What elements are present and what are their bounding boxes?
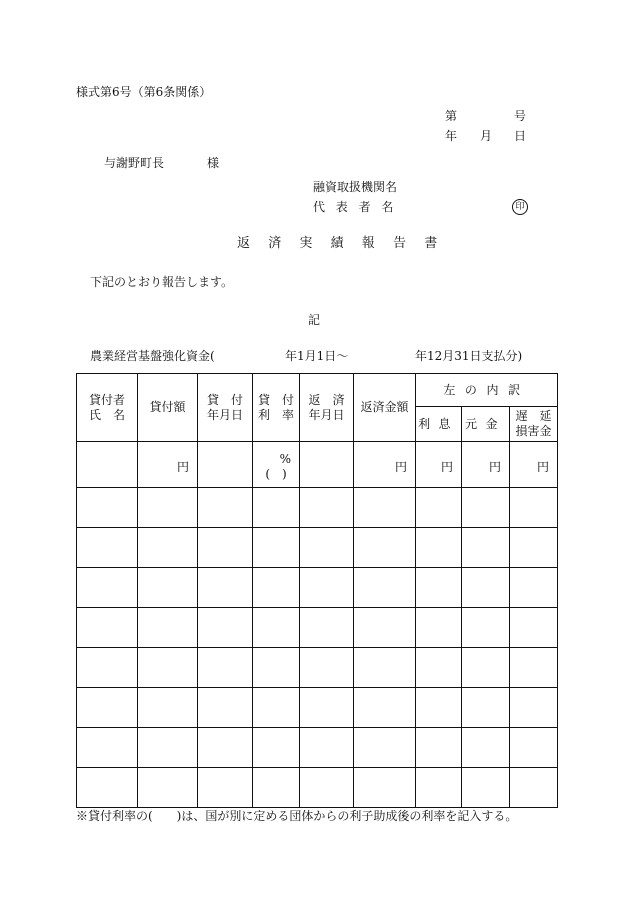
interest-cell[interactable] bbox=[416, 488, 462, 528]
repay-amount-cell[interactable] bbox=[354, 608, 416, 648]
header-borrower-line1: 貸付者 bbox=[88, 392, 125, 407]
loan-rate-cell[interactable] bbox=[253, 728, 300, 768]
header-principal: 元金 bbox=[462, 407, 510, 442]
table-row bbox=[77, 442, 558, 488]
date-day: 日 bbox=[514, 129, 527, 143]
number-dai: 第 bbox=[445, 109, 458, 123]
table-row bbox=[77, 648, 558, 688]
repay-amount-cell[interactable] bbox=[354, 488, 416, 528]
table-row bbox=[77, 608, 558, 648]
late-fee-cell[interactable] bbox=[510, 608, 558, 648]
table-row bbox=[77, 728, 558, 768]
loan-date-cell[interactable] bbox=[198, 528, 253, 568]
loan-date-cell[interactable] bbox=[198, 728, 253, 768]
header-borrower bbox=[77, 374, 138, 442]
late-fee-cell[interactable] bbox=[510, 488, 558, 528]
loan-date-cell[interactable] bbox=[198, 442, 253, 488]
repay-amount-cell[interactable] bbox=[354, 648, 416, 688]
borrower-cell[interactable] bbox=[77, 648, 138, 688]
fund-middle: 年1月1日～ bbox=[285, 349, 349, 363]
principal-cell[interactable] bbox=[462, 648, 510, 688]
interest-cell[interactable] bbox=[416, 768, 462, 808]
loan-amount-cell[interactable] bbox=[138, 728, 198, 768]
interest-cell[interactable] bbox=[416, 608, 462, 648]
late-fee-cell[interactable] bbox=[510, 648, 558, 688]
loan-date-cell[interactable] bbox=[198, 648, 253, 688]
fund-suffix: 年12月31日支払分) bbox=[415, 349, 523, 363]
header-loan-rate bbox=[253, 374, 300, 442]
late-fee-cell[interactable] bbox=[510, 688, 558, 728]
header-breakdown: 左の内訳 bbox=[416, 374, 558, 407]
header-loan-rate-line2: 利 率 bbox=[257, 407, 294, 422]
repay-date-cell[interactable] bbox=[300, 608, 354, 648]
principal-cell[interactable] bbox=[462, 768, 510, 808]
header-interest: 利息 bbox=[416, 407, 462, 442]
header-late-fee bbox=[510, 407, 558, 442]
interest-cell[interactable] bbox=[416, 688, 462, 728]
doc-title: 返済実績報告書 bbox=[237, 236, 456, 251]
repay-date-cell[interactable] bbox=[300, 648, 354, 688]
loan-rate-cell[interactable] bbox=[253, 568, 300, 608]
interest-cell[interactable] bbox=[416, 728, 462, 768]
header-repay-date-line1: 返 済 bbox=[308, 392, 345, 407]
repay-date-cell[interactable] bbox=[300, 528, 354, 568]
fund-prefix: 農業経営基盤強化資金( bbox=[90, 349, 215, 363]
principal-cell[interactable] bbox=[462, 688, 510, 728]
principal-cell[interactable]: 円 bbox=[462, 442, 510, 488]
loan-date-cell[interactable] bbox=[198, 768, 253, 808]
principal-cell[interactable] bbox=[462, 568, 510, 608]
representative-label: 代表者名 bbox=[313, 200, 405, 214]
loan-amount-cell[interactable] bbox=[138, 648, 198, 688]
header-loan-date bbox=[198, 374, 253, 442]
loan-amount-cell[interactable] bbox=[138, 528, 198, 568]
loan-rate-cell[interactable] bbox=[253, 442, 300, 488]
loan-date-cell[interactable] bbox=[198, 688, 253, 728]
interest-cell[interactable] bbox=[416, 528, 462, 568]
loan-rate-cell[interactable] bbox=[253, 488, 300, 528]
loan-date-cell[interactable] bbox=[198, 608, 253, 648]
repay-date-cell[interactable] bbox=[300, 442, 354, 488]
loan-date-cell[interactable] bbox=[198, 488, 253, 528]
late-fee-cell[interactable] bbox=[510, 528, 558, 568]
header-borrower-line2: 氏 名 bbox=[88, 407, 125, 422]
repay-amount-cell[interactable] bbox=[354, 768, 416, 808]
loan-amount-cell[interactable] bbox=[138, 688, 198, 728]
header-repay-date-line2: 年月日 bbox=[308, 407, 345, 422]
header-loan-rate-line1: 貸 付 bbox=[257, 392, 294, 407]
repay-date-cell[interactable] bbox=[300, 768, 354, 808]
borrower-cell[interactable] bbox=[77, 528, 138, 568]
interest-cell[interactable]: 円 bbox=[416, 442, 462, 488]
interest-cell[interactable] bbox=[416, 568, 462, 608]
table-row bbox=[77, 568, 558, 608]
header-late-fee-line2: 損害金 bbox=[515, 424, 552, 438]
loan-amount-cell[interactable] bbox=[138, 608, 198, 648]
repayment-table bbox=[76, 373, 558, 808]
ki-label: 記 bbox=[308, 313, 321, 327]
loan-rate-cell[interactable] bbox=[253, 528, 300, 568]
intro-text: 下記のとおり報告します。 bbox=[90, 275, 234, 289]
date-year: 年 bbox=[445, 129, 458, 143]
date-month: 月 bbox=[480, 129, 493, 143]
borrower-cell[interactable] bbox=[77, 728, 138, 768]
repay-amount-cell[interactable] bbox=[354, 688, 416, 728]
table-row bbox=[77, 528, 558, 568]
table-row bbox=[77, 688, 558, 728]
repay-date-cell[interactable] bbox=[300, 688, 354, 728]
borrower-cell[interactable] bbox=[77, 608, 138, 648]
rate-paren: ( ) bbox=[265, 466, 287, 481]
repay-amount-cell[interactable] bbox=[354, 528, 416, 568]
table-row bbox=[77, 768, 558, 808]
borrower-cell[interactable] bbox=[77, 442, 138, 488]
header-loan-date-line2: 年月日 bbox=[206, 407, 243, 422]
loan-rate-cell[interactable] bbox=[253, 768, 300, 808]
header-late-fee-line1: 遅 延 bbox=[515, 409, 552, 423]
addressee-honorific: 様 bbox=[207, 156, 220, 170]
form-label: 様式第6号（第6条関係） bbox=[76, 85, 212, 99]
repay-amount-cell[interactable] bbox=[354, 728, 416, 768]
late-fee-cell[interactable] bbox=[510, 768, 558, 808]
table-row bbox=[77, 488, 558, 528]
header-loan-amount: 貸付額 bbox=[138, 374, 198, 442]
loan-rate-cell[interactable] bbox=[253, 688, 300, 728]
late-fee-cell[interactable] bbox=[510, 568, 558, 608]
loan-amount-cell[interactable] bbox=[138, 768, 198, 808]
addressee-name: 与謝野町長 bbox=[104, 156, 165, 170]
loan-rate-cell[interactable] bbox=[253, 608, 300, 648]
rate-pct-unit: % bbox=[279, 451, 291, 466]
borrower-cell[interactable] bbox=[77, 568, 138, 608]
header-repay-date bbox=[300, 374, 354, 442]
interest-cell[interactable] bbox=[416, 648, 462, 688]
seal-mark: 印 bbox=[512, 199, 528, 215]
principal-cell[interactable] bbox=[462, 528, 510, 568]
loan-amount-cell[interactable] bbox=[138, 568, 198, 608]
borrower-cell[interactable] bbox=[77, 488, 138, 528]
repay-amount-cell[interactable] bbox=[354, 568, 416, 608]
borrower-cell[interactable] bbox=[77, 688, 138, 728]
footnote: ※貸付利率の( )は、国が別に定める団体からの利子助成後の利率を記入する。 bbox=[76, 809, 518, 823]
institution-label: 融資取扱機関名 bbox=[313, 180, 398, 194]
principal-cell[interactable] bbox=[462, 488, 510, 528]
late-fee-cell[interactable] bbox=[510, 728, 558, 768]
principal-cell[interactable] bbox=[462, 728, 510, 768]
loan-date-cell[interactable] bbox=[198, 568, 253, 608]
empty-rows bbox=[77, 488, 558, 808]
loan-amount-cell[interactable]: 円 bbox=[138, 442, 198, 488]
header-loan-date-line1: 貸 付 bbox=[206, 392, 243, 407]
loan-rate-cell[interactable] bbox=[253, 648, 300, 688]
borrower-cell[interactable] bbox=[77, 768, 138, 808]
repay-amount-cell[interactable]: 円 bbox=[354, 442, 416, 488]
repay-date-cell[interactable] bbox=[300, 488, 354, 528]
late-fee-cell[interactable]: 円 bbox=[510, 442, 558, 488]
repay-date-cell[interactable] bbox=[300, 728, 354, 768]
header-repay-amount: 返済金額 bbox=[354, 374, 416, 442]
number-go: 号 bbox=[514, 109, 527, 123]
loan-amount-cell[interactable] bbox=[138, 488, 198, 528]
repay-date-cell[interactable] bbox=[300, 568, 354, 608]
principal-cell[interactable] bbox=[462, 608, 510, 648]
